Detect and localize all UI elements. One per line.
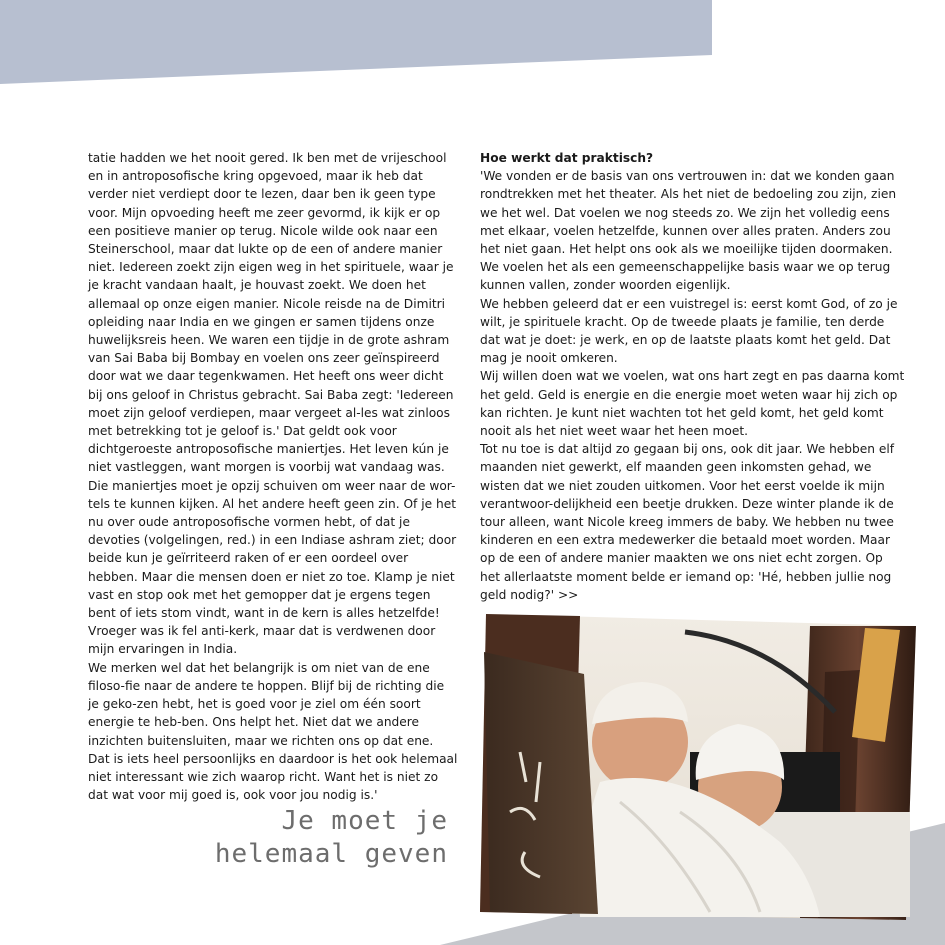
section-heading: Hoe werkt dat praktisch?	[480, 151, 654, 165]
body-paragraph: We hebben geleerd dat er een vuistregel is: eerst komt God, of zo je wilt, je spirituele kracht. Op de tweede plaats je familie, ten derde dat wat je doet: je werk, en op de laatste plaats komt het geld. Dat mag je nooit omkeren.	[480, 296, 898, 366]
pull-quote-line: Je moet je	[281, 806, 448, 836]
pull-quote-line: helemaal geven	[214, 839, 448, 869]
body-paragraph: tatie hadden we het nooit gered. Ik ben met de vrijeschool en in antroposofische kring opgevoed, maar ik heb dat verder niet verdiept door te lezen, daar ben ik geen type voor. Mijn opvoeding heeft me zeer gevormd, ik kijk er op een positieve manier op terug. Nicole wilde ook naar een Steinerschool, maar dat lukte op de een of andere manier niet. Iedereen zoekt zijn eigen weg in het spirituele, waar je je kracht vandaan haalt, je houvast zoekt. We doen het allemaal op onze eigen manier. Nicole reisde na de Dimitri opleiding naar India en we gingen er samen tijdens onze huwelijksreis heen. We waren een tijdje in de grote ashram van Sai Baba bij Bombay en voelen ons zeer geïnspireerd door wat we daar tegenkwamen. Het heeft ons weer dicht bij ons geloof in Christus gebracht. Sai Baba zegt: 'Iedereen moet zijn geloof verdiepen, maar vergeet al-les wat zinloos met betrekking tot je geloof is.' Dat geldt ook voor dichtgeroeste antroposofische maniertjes. Het leven kún je niet vastleggen, want morgen is voorbij wat vandaag was. Die maniertjes moet je opzij schuiven om weer naar de wor-tels te kunnen kijken. Al het andere heeft geen zin. Of je het nu over oude antroposofische vormen hebt, of dat je devoties (volgelingen, red.) in een Indiase ashram ziet; door beide kun je geïrriteerd raken of er een oordeel over hebben. Maar die mensen doen er niet zo toe. Klamp je niet vast en stop ook met het gemopper dat je ergens tegen bent of iets stom vindt, want in de kern is alles hetzelfde! Vroeger was ik fel anti-kerk, maar dat is verdwenen door mijn ervaringen in India.	[88, 151, 457, 657]
body-paragraph: 'We vonden er de basis van ons vertrouwen in: dat we konden gaan rondtrekken met het theater. Als het niet de bedoeling zou zijn, zien we het wel. Dat voelen we nog steeds zo. We zijn het volledig eens met elkaar, voelen hetzelfde, kunnen over alles praten. Anders zou het niet gaan. Het helpt ons ook als we moeilijke tijden doormaken. We voelen het als een gemeenschappelijke basis waar we op terug kunnen vallen, zonder woorden eigenlijk.	[480, 169, 897, 293]
article-left-column	[88, 149, 458, 804]
performance-photo	[480, 612, 920, 922]
pull-quote	[215, 805, 448, 871]
body-paragraph: We merken wel dat het belangrijk is om niet van de ene filoso-fie naar de andere te hoppen. Blijf bij de richting die je geko-zen hebt, het is goed voor je ziel om één soort energie te heb-ben. Ons helpt het. Niet dat we andere inzichten buitensluiten, maar we richten ons op dat ene. Dat is iets heel persoonlijks en daardoor is het ook helemaal niet interessant wie zich waarop richt. Want het is niet zo dat wat voor mij goed is, ook voor jou nodig is.'	[88, 660, 458, 803]
article-right-column	[480, 149, 905, 604]
top-decorative-band	[0, 0, 945, 100]
body-paragraph: Wij willen doen wat we voelen, wat ons hart zegt en pas daarna komt het geld. Geld is energie en die energie moet weten waar hij zich op kan richten. Je kunt niet wachten tot het geld komt, het geld komt nooit als het niet weet waar het heen moet.	[480, 369, 905, 439]
body-paragraph: Tot nu toe is dat altijd zo gegaan bij ons, ook dit jaar. We hebben elf maanden niet gewerkt, elf maanden geen inkomsten gehad, we wisten dat we niet zouden uitkomen. Voor het eerst voelde ik mijn verantwoor-delijkheid een beetje drukken. Deze winter plande ik de tour alleen, want Nicole kreeg immers de baby. We hebben nu twee kinderen en een extra medewerker die betaald moet worden. Maar op de een of andere manier maakten we ons niet echt zorgen. Op het allerlaatste moment belde er iemand op: 'Hé, hebben jullie nog geld nodig?' >>	[480, 442, 895, 602]
